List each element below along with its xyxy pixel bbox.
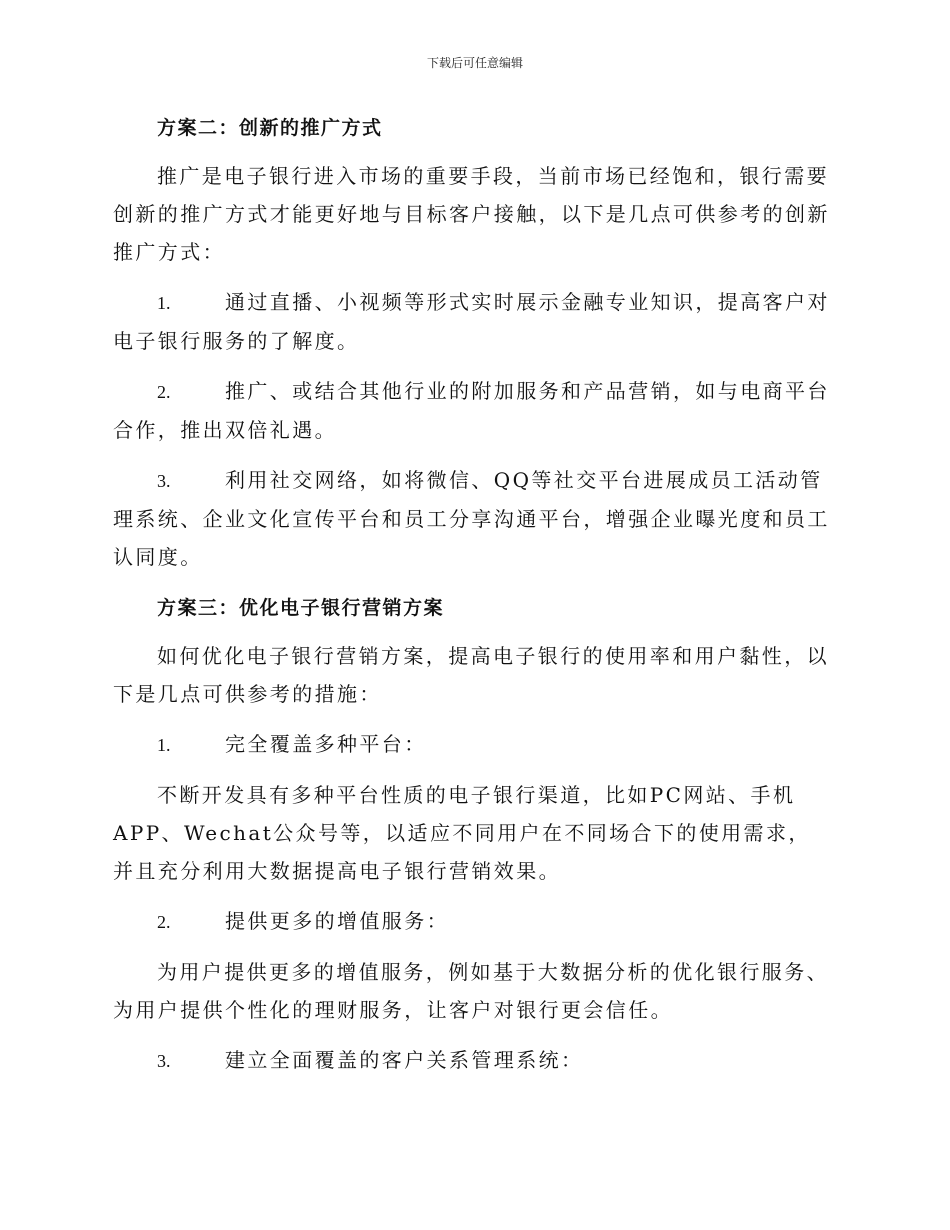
item-detail: 为用户提供更多的增值服务，例如基于大数据分析的优化银行服务、为用户提供个性化的理财服务，让客户对银行更会信任。 — [113, 960, 829, 1022]
section-2-intro: 推广是电子银行进入市场的重要手段，当前市场已经饱和，银行需要创新的推广方式才能更好地与目标客户接触，以下是几点可供参考的创新推广方式： — [113, 164, 830, 264]
section-2-item — [113, 461, 833, 576]
item-number: 1. — [157, 293, 171, 313]
item-number: 3. — [157, 471, 171, 491]
item-text: 利用社交网络，如将微信、QQ等社交平台进展成员工活动管理系统、企业文化宣传平台和员工分享沟通平台，增强企业曝光度和员工认同度。 — [113, 468, 830, 569]
item-text: 建立全面覆盖的客户关系管理系统： — [225, 1048, 584, 1072]
item-number: 1. — [157, 735, 171, 755]
document-body — [113, 108, 833, 1080]
section-2-heading: 方案二：创新的推广方式 — [157, 117, 383, 139]
item-text: 提供更多的增值服务： — [225, 909, 449, 933]
section-3-item — [113, 725, 833, 764]
section-3-intro: 如何优化电子银行营销方案，提高电子银行的使用率和用户黏性，以下是几点可供参考的措施： — [113, 644, 829, 706]
section-3-item — [113, 1041, 833, 1080]
item-number: 2. — [157, 912, 171, 932]
item-text: 推广、或结合其他行业的附加服务和产品营销，如与电商平台合作，推出双倍礼遇。 — [113, 379, 830, 442]
item-number: 2. — [157, 382, 171, 402]
section-2-item — [113, 283, 833, 360]
item-detail: 不断开发具有多种平台性质的电子银行渠道，比如PC网站、手机APP、Wechat公众号等，以适应不同用户在不同场合下的使用需求，并且充分利用大数据提高电子银行营销效果。 — [113, 783, 811, 883]
section-3-item — [113, 902, 833, 941]
item-number: 3. — [157, 1051, 171, 1071]
header-note: 下载后可任意编辑 — [426, 56, 523, 70]
item-text: 完全覆盖多种平台： — [225, 732, 427, 756]
section-2-item — [113, 372, 833, 449]
section-3-heading: 方案三：优化电子银行营销方案 — [157, 597, 445, 619]
item-text: 通过直播、小视频等形式实时展示金融专业知识，提高客户对电子银行服务的了解度。 — [113, 290, 830, 353]
